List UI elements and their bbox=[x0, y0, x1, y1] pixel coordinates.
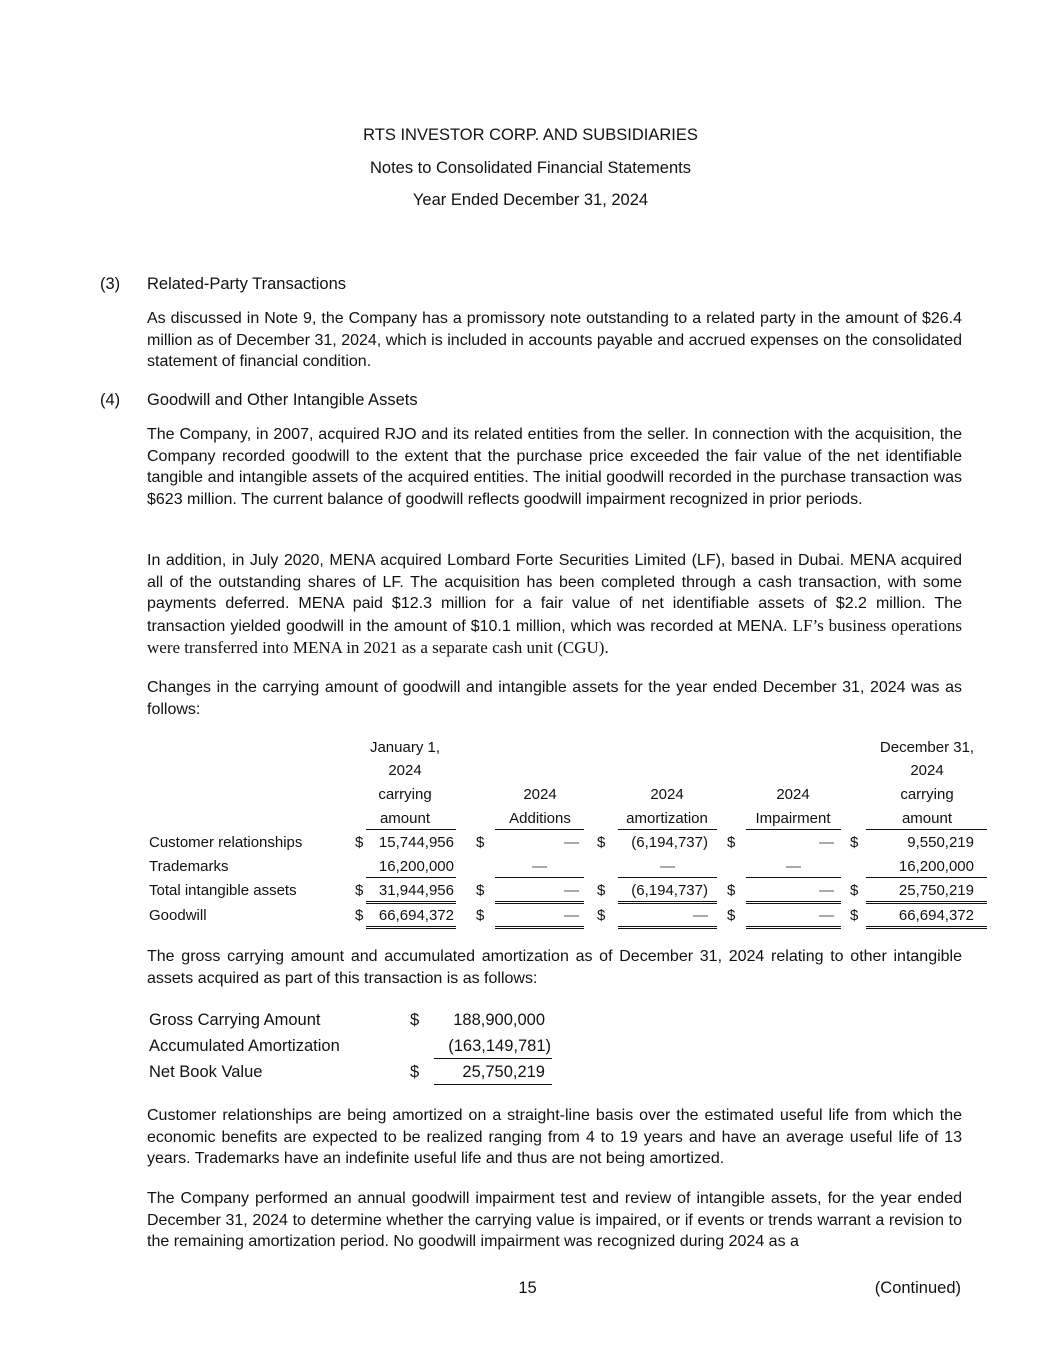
col-add-header-2: Additions bbox=[509, 810, 571, 827]
row-customer-add: — bbox=[564, 834, 579, 851]
total-double-rule-add bbox=[495, 901, 584, 904]
row-total-imp-dollar: $ bbox=[727, 882, 736, 899]
accumulated-amortization-rule bbox=[434, 1058, 552, 1059]
col-imp-header-1: 2024 bbox=[776, 786, 810, 803]
net-book-value-label: Net Book Value bbox=[149, 1063, 263, 1081]
row-trademarks-add: — bbox=[532, 858, 547, 875]
goodwill-paragraph-2-serif: LF’s business operations were transferred into MENA in 2021 as a separate cash unit (CGU). bbox=[147, 615, 962, 658]
gross-carrying-value: 188,900,000 bbox=[453, 1011, 545, 1029]
row-goodwill-imp: — bbox=[819, 907, 834, 924]
subtotal-rule-add bbox=[495, 877, 584, 878]
net-book-value-value: 25,750,219 bbox=[462, 1063, 545, 1081]
row-goodwill-amort-dollar: $ bbox=[597, 907, 606, 924]
row-goodwill-imp-dollar: $ bbox=[727, 907, 736, 924]
goodwill-table bbox=[147, 737, 997, 932]
row-customer-imp: — bbox=[819, 834, 834, 851]
row-total-add: — bbox=[564, 882, 579, 899]
row-total-add-dollar: $ bbox=[476, 882, 485, 899]
row-customer-label: Customer relationships bbox=[149, 834, 303, 851]
col-dec-header-1: December 31, bbox=[879, 739, 975, 756]
goodwill-paragraph-3: Changes in the carrying amount of goodwill and intangible assets for the year ended December 31, 2024 was as follows: bbox=[147, 679, 962, 718]
col-imp-header-rule bbox=[746, 829, 841, 830]
section-4-title: Goodwill and Other Intangible Assets bbox=[147, 391, 418, 409]
row-customer-jan: 15,744,956 bbox=[378, 834, 454, 851]
amortization-paragraph: Customer relationships are being amortized on a straight-line basis over the estimated useful life from which the economic benefits are expected to be realized ranging from 4 to 19 years and have an average useful life of 13 years. Trademarks have an indefinite useful life and thus are not being amortized. bbox=[147, 1107, 962, 1168]
subtotal-rule-jan bbox=[366, 877, 456, 878]
impairment-test-paragraph: The Company performed an annual goodwill impairment test and review of intangible assets, for the year ended December 31, 2024 to determine whether the carrying value is impaired, or if events or trends warrant a revision to the remaining amortization period. No goodwill impairment was recognized during 2024 as a bbox=[147, 1190, 962, 1251]
row-goodwill-dec-dollar: $ bbox=[850, 907, 859, 924]
row-customer-add-dollar: $ bbox=[476, 834, 485, 851]
col-amort-header-rule bbox=[618, 829, 717, 830]
row-trademarks-amort: — bbox=[660, 858, 675, 875]
section-4-number: (4) bbox=[100, 391, 121, 409]
row-trademarks-label: Trademarks bbox=[149, 858, 229, 875]
row-trademarks-dec: 16,200,000 bbox=[898, 858, 974, 875]
goodwill-double-rule-dec bbox=[866, 926, 987, 929]
total-double-rule-amort bbox=[618, 901, 717, 904]
subtotal-rule-amort bbox=[618, 877, 717, 878]
goodwill-double-rule-imp bbox=[746, 926, 841, 929]
col-amort-header-2: amortization bbox=[626, 810, 708, 827]
section-3-paragraph: As discussed in Note 9, the Company has a promissory note outstanding to a related party in the amount of $26.4 million as of December 31, 2024, which is included in accounts payable and accrued expenses on the consolidated statement of financial condition. bbox=[147, 310, 962, 371]
document-subtitle: Notes to Consolidated Financial Statements bbox=[369, 159, 691, 177]
col-dec-header-4: amount bbox=[901, 810, 953, 827]
goodwill-paragraph-1: The Company, in 2007, acquired RJO and its related entities from the seller. In connection with the acquisition, the Company recorded goodwill to the extent that the purchase price exceeded the fair value of the net identifiable tangible and intangible assets of the acquired entities. The initial goodwill recorded in the purchase transaction was $623 million. The current balance of goodwill reflects goodwill impairment recognized in prior periods. bbox=[147, 426, 962, 508]
col-jan-header-2: 2024 bbox=[388, 762, 422, 779]
row-customer-dec-dollar: $ bbox=[850, 834, 859, 851]
net-book-value-rule bbox=[434, 1084, 552, 1085]
row-total-dec: 25,750,219 bbox=[898, 882, 974, 899]
row-goodwill-jan: 66,694,372 bbox=[378, 907, 454, 924]
row-total-amort-dollar: $ bbox=[597, 882, 606, 899]
continued-label: (Continued) bbox=[874, 1279, 961, 1297]
period-label: Year Ended December 31, 2024 bbox=[412, 191, 649, 209]
total-double-rule-jan bbox=[366, 901, 456, 904]
row-total-imp: — bbox=[819, 882, 834, 899]
total-double-rule-imp bbox=[746, 901, 841, 904]
row-total-jan-dollar: $ bbox=[355, 882, 364, 899]
goodwill-double-rule-amort bbox=[618, 926, 717, 929]
section-3-number: (3) bbox=[100, 275, 121, 293]
row-customer-imp-dollar: $ bbox=[727, 834, 736, 851]
subtotal-rule-dec bbox=[866, 877, 987, 878]
goodwill-paragraph-2-text: In addition, in July 2020, MENA acquired Lombard Forte Securities Limited (LF), based in Dubai. MENA acquired all of the outstanding shares of LF. The acquisition has been completed through a cash transaction, with some payments deferred. MENA paid $12.3 million for a fair value of net identifiable assets of $2.2 million. The transaction yielded goodwill in the amount of $10.1 million, which was recorded at MENA. bbox=[147, 552, 962, 635]
col-jan-header-1: January 1, bbox=[369, 739, 441, 756]
row-trademarks-imp: — bbox=[786, 858, 801, 875]
col-add-header-1: 2024 bbox=[523, 786, 557, 803]
col-jan-header-4: amount bbox=[379, 810, 431, 827]
col-jan-header-rule bbox=[366, 829, 456, 830]
section-3-title: Related-Party Transactions bbox=[147, 275, 347, 293]
row-customer-amort-dollar: $ bbox=[597, 834, 606, 851]
company-name: RTS INVESTOR CORP. AND SUBSIDIARIES bbox=[363, 126, 698, 144]
col-jan-header-3: carrying bbox=[378, 786, 432, 803]
row-goodwill-add: — bbox=[564, 907, 579, 924]
row-customer-dec: 9,550,219 bbox=[907, 834, 974, 851]
row-goodwill-dec: 66,694,372 bbox=[898, 907, 974, 924]
row-total-jan: 31,944,956 bbox=[378, 882, 454, 899]
gross-carrying-paragraph: The gross carrying amount and accumulated amortization as of December 31, 2024 relating to other intangible assets acquired as part of this transaction is as follows: bbox=[147, 948, 962, 987]
gross-carrying-label: Gross Carrying Amount bbox=[149, 1011, 321, 1029]
total-double-rule-dec bbox=[866, 901, 987, 904]
net-book-value-dollar: $ bbox=[410, 1063, 420, 1081]
col-dec-header-3: carrying bbox=[900, 786, 954, 803]
accumulated-amortization-value: (163,149,781) bbox=[448, 1037, 551, 1055]
col-amort-header-1: 2024 bbox=[650, 786, 684, 803]
row-goodwill-jan-dollar: $ bbox=[355, 907, 364, 924]
col-add-header-rule bbox=[495, 829, 584, 830]
col-dec-header-rule bbox=[866, 829, 987, 830]
gross-carrying-dollar: $ bbox=[410, 1011, 420, 1029]
row-total-label: Total intangible assets bbox=[149, 882, 297, 899]
goodwill-double-rule-jan bbox=[366, 926, 456, 929]
col-imp-header-2: Impairment bbox=[755, 810, 831, 827]
row-trademarks-jan: 16,200,000 bbox=[378, 858, 454, 875]
row-customer-jan-dollar: $ bbox=[355, 834, 364, 851]
goodwill-double-rule-add bbox=[495, 926, 584, 929]
accumulated-amortization-label: Accumulated Amortization bbox=[149, 1037, 340, 1055]
row-total-dec-dollar: $ bbox=[850, 882, 859, 899]
row-goodwill-add-dollar: $ bbox=[476, 907, 485, 924]
net-book-value-table bbox=[147, 1008, 567, 1088]
page-number: 15 bbox=[518, 1279, 537, 1297]
col-dec-header-2: 2024 bbox=[910, 762, 944, 779]
row-goodwill-amort: — bbox=[693, 907, 708, 924]
row-goodwill-label: Goodwill bbox=[149, 907, 207, 924]
row-total-amort: (6,194,737) bbox=[631, 882, 708, 899]
goodwill-paragraph-2 bbox=[147, 550, 962, 660]
row-customer-amort: (6,194,737) bbox=[631, 834, 708, 851]
subtotal-rule-imp bbox=[746, 877, 841, 878]
